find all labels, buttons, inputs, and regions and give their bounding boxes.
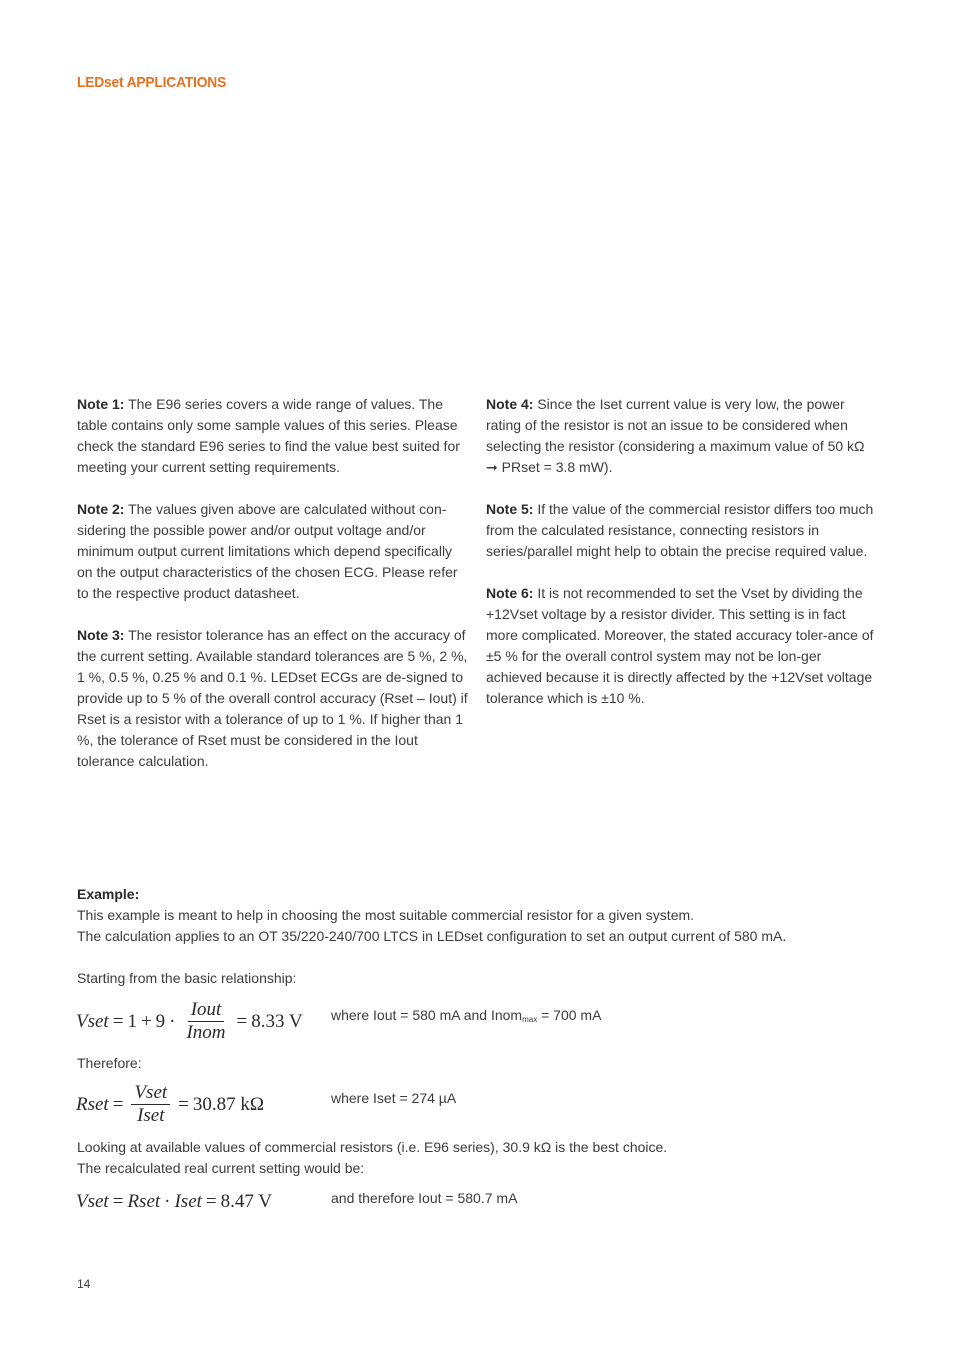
note-label: Note 3: [77,627,125,643]
note-label: Note 6: [486,585,534,601]
formula-term: 1 [127,1010,137,1032]
note-1 [77,394,469,478]
formula-term: Rset [76,1093,109,1115]
looking-text-2: The recalculated real current setting would be: [77,1160,365,1176]
formula-operator: + [140,1010,152,1032]
example-heading: Example: [77,886,140,902]
formula-term: Vset [76,1010,109,1032]
note-label: Note 4: [486,396,534,412]
note-text: Since the Iset current value is very low, the power rating of the resistor is not an issue to be considered when selecting the resistor (considering a maximum value of 50 kΩ ➞ PRset = 3.8 mW). [486,396,865,475]
fraction-numerator: Iout [188,999,225,1022]
note-6 [486,583,878,709]
therefore-text: Therefore: [77,1055,142,1071]
looking-text-1: Looking at available values of commercial resistors (i.e. E96 series), 30.9 kΩ is the best choice. [77,1139,668,1155]
formula-term: Vset [76,1191,109,1212]
formula-operator: = [112,1093,124,1115]
formula-vset-note [331,1006,601,1029]
formula-result: 8.33 V [251,1010,303,1032]
fraction-numerator: Vset [131,1082,170,1105]
formula-fraction [131,1082,170,1127]
formula-fraction [183,999,228,1044]
example-line-1: This example is meant to help in choosing the most suitable commercial resistor for a given system. [77,907,695,923]
subscript: max [522,1015,538,1024]
note-text: If the value of the commercial resistor differs too much from the calculated resistance, connecting resistors in series/parallel might help to obtain the precise required value. [486,501,874,559]
note-4 [486,394,878,478]
formula-rset-note: where Iset = 274 µA [331,1090,457,1106]
formula-operator: = [205,1191,217,1212]
formula-operator: · [169,1010,176,1032]
formula-operator: = [178,1093,189,1115]
formula-operator: = [112,1010,124,1032]
note-2 [77,499,469,604]
note-text: where Iout = 580 mA and Inom [331,1007,523,1023]
note-text: The E96 series covers a wide range of values. The table contains only some sample values of this series. Please check the standard E96 series to find the value best suited for meeting your current setting requirements. [77,396,460,475]
example-line-2: The calculation applies to an OT 35/220-240/700 LTCS in LEDset configuration to set an output current of 580 mA. [77,928,787,944]
formula-vset-recalc-note: and therefore Iout = 580.7 mA [331,1190,518,1206]
note-label: Note 1: [77,396,125,412]
note-5 [486,499,878,562]
formula-operator: = [236,1010,248,1032]
example-section [77,884,877,989]
formula-operator: · [164,1191,171,1212]
fraction-denominator: Inom [186,1022,226,1043]
note-text: The resistor tolerance has an effect on the accuracy of the current setting. Available standard tolerances are 5 %, 2 %, 1 %, 0.5 %, 0.25 % and 0.1 %. LEDset ECGs are de-signed to provide up to 5 % of the overall control accuracy (Rset – Iout) if Rset is a resistor with a tolerance of up to 1 %. If higher than 1 %, the tolerance of Rset must be considered in the Iout tolerance calculation. [77,627,468,769]
note-text: The values given above are calculated without con-sidering the possible power and/or output voltage and/or minimum output current limitations which depend specifically on the output characteristics of the chosen ECG. Please refer to the respective product datasheet. [77,501,458,601]
note-text: = 700 mA [537,1007,602,1023]
formula-term: 9 [155,1010,166,1032]
note-label: Note 5: [486,501,534,517]
section-title: LEDset APPLICATIONS [77,74,227,91]
example-line-3: Starting from the basic relationship: [77,970,297,986]
formula-vset-recalc [76,1191,272,1213]
formula-operator: = [112,1191,124,1212]
formula-result: 30.87 kΩ [192,1093,264,1115]
formula-term: Iset [174,1191,202,1212]
note-text: It is not recommended to set the Vset by dividing the +12Vset voltage by a resistor divider. This setting is in fact more complicated. Moreover, the stated accuracy toler-ance of ±5 % for the overall control system may not be lon-ger achieved because it is directly affected by the +12Vset voltage tolerance which is ±10 %. [486,585,874,706]
note-3 [77,625,469,772]
fraction-denominator: Iset [137,1105,165,1126]
formula-term: Rset [127,1191,161,1212]
formula-rset [76,1082,264,1127]
formula-vset [76,999,303,1044]
notes-right-column [486,394,878,730]
note-label: Note 2: [77,501,125,517]
notes-left-column [77,394,469,793]
formula-result: 8.47 V [220,1191,273,1212]
page-number: 14 [77,1277,91,1291]
